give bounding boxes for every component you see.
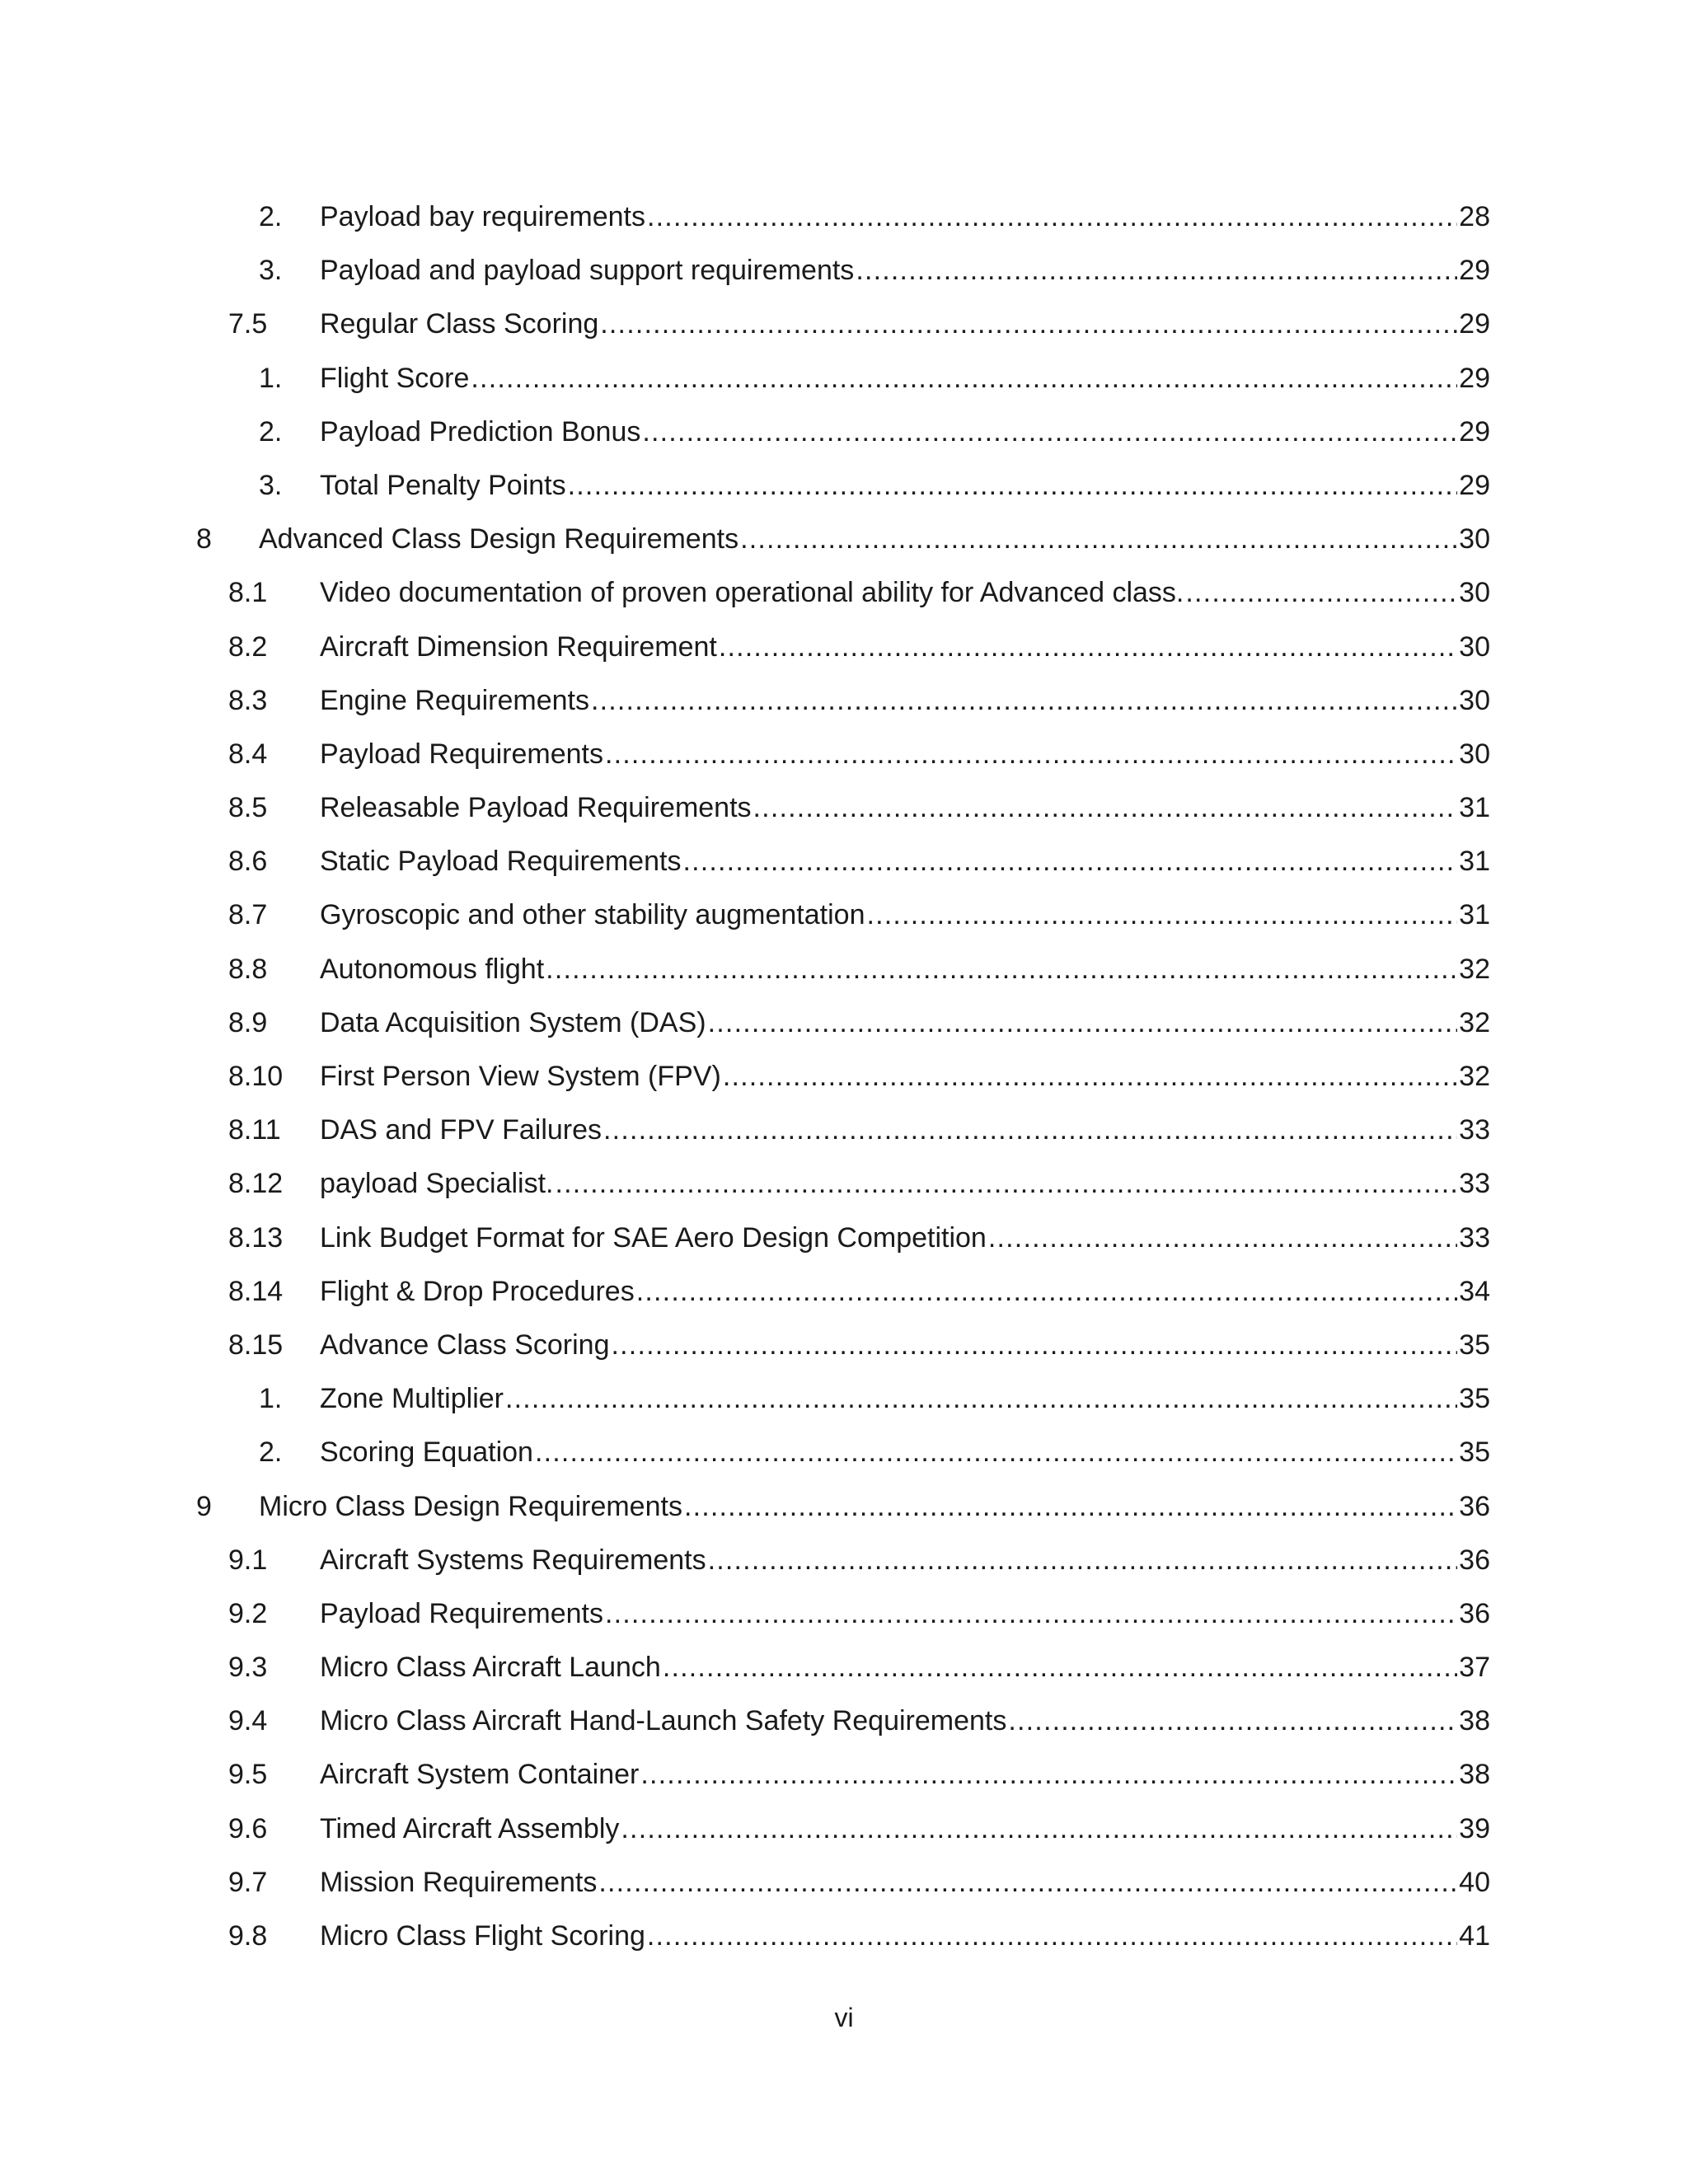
toc-entry[interactable] bbox=[0, 1754, 1688, 1807]
toc-entry-page[interactable]: 29 bbox=[1459, 415, 1490, 448]
toc-entry-page[interactable]: 38 bbox=[1459, 1759, 1490, 1791]
toc-entry-line bbox=[320, 465, 1490, 506]
toc-entry-number: 1. bbox=[259, 362, 283, 394]
toc-entry-page[interactable]: 35 bbox=[1459, 1383, 1490, 1415]
toc-entry[interactable] bbox=[0, 733, 1688, 787]
toc-entry-line bbox=[320, 841, 1490, 882]
toc-dot-leader bbox=[647, 1915, 1457, 1957]
toc-entry[interactable] bbox=[0, 518, 1688, 572]
toc-dot-leader bbox=[605, 1593, 1457, 1634]
toc-entry-page[interactable]: 31 bbox=[1459, 792, 1490, 824]
toc-entry-title[interactable]: Payload Prediction Bonus bbox=[320, 415, 641, 448]
toc-dot-leader bbox=[866, 894, 1457, 935]
toc-entry-line bbox=[320, 1271, 1490, 1312]
toc-entry-page[interactable]: 34 bbox=[1459, 1275, 1490, 1307]
toc-entry-title[interactable]: Engine Requirements bbox=[320, 684, 589, 716]
toc-entry-page[interactable]: 39 bbox=[1459, 1812, 1490, 1844]
toc-entry[interactable] bbox=[0, 787, 1688, 841]
toc-dot-leader bbox=[598, 1862, 1457, 1903]
toc-dot-leader bbox=[708, 1540, 1458, 1581]
toc-entry-title[interactable]: Payload Requirements bbox=[320, 1597, 603, 1629]
toc-entry-title[interactable]: Gyroscopic and other stability augmentation bbox=[320, 899, 865, 931]
toc-entry[interactable] bbox=[0, 358, 1688, 411]
toc-entry-line bbox=[320, 196, 1490, 237]
toc-entry-number: 9.3 bbox=[228, 1652, 268, 1684]
toc-entry-number: 8.11 bbox=[228, 1114, 281, 1146]
toc-entry-page[interactable]: 31 bbox=[1459, 846, 1490, 878]
toc-entry-number: 8.10 bbox=[228, 1061, 284, 1092]
toc-entry-title[interactable]: Video documentation of proven operational ability for Advanced class. bbox=[320, 577, 1184, 609]
toc-entry-number: 9.4 bbox=[228, 1705, 268, 1737]
toc-entry-page[interactable]: 29 bbox=[1459, 469, 1490, 501]
toc-entry-title[interactable]: Payload bay requirements bbox=[320, 201, 646, 232]
toc-entry-line bbox=[259, 1486, 1490, 1527]
toc-entry-page[interactable]: 33 bbox=[1459, 1114, 1490, 1146]
toc-entry-number: 2. bbox=[259, 201, 283, 232]
toc-entry-page[interactable]: 36 bbox=[1459, 1490, 1490, 1522]
toc-entry-line bbox=[320, 572, 1490, 613]
toc-entry[interactable] bbox=[0, 841, 1688, 894]
toc-entry[interactable] bbox=[0, 1862, 1688, 1915]
toc-entry-number: 8.1 bbox=[228, 577, 268, 609]
toc-entry-title[interactable]: Data Acquisition System (DAS) bbox=[320, 1006, 706, 1038]
toc-entry[interactable] bbox=[0, 1432, 1688, 1485]
toc-entry[interactable] bbox=[0, 626, 1688, 680]
toc-entry-line bbox=[320, 626, 1490, 668]
toc-entry-line bbox=[320, 894, 1490, 935]
toc-entry[interactable] bbox=[0, 1056, 1688, 1109]
toc-entry-number: 9.5 bbox=[228, 1759, 268, 1791]
toc-entry-line bbox=[320, 1324, 1490, 1366]
page-number: vi bbox=[834, 2003, 854, 2032]
toc-entry-page[interactable]: 32 bbox=[1459, 953, 1490, 985]
toc-dot-leader bbox=[600, 303, 1457, 344]
toc-entry[interactable] bbox=[0, 1540, 1688, 1593]
toc-dot-leader bbox=[535, 1432, 1457, 1473]
toc-entry-number: 8.2 bbox=[228, 630, 268, 663]
toc-dot-leader bbox=[719, 626, 1457, 668]
toc-entry[interactable] bbox=[0, 1002, 1688, 1056]
toc-entry-line bbox=[320, 787, 1490, 828]
toc-entry-page[interactable]: 30 bbox=[1459, 523, 1490, 555]
toc-entry-number: 8.15 bbox=[228, 1329, 284, 1361]
toc-dot-leader bbox=[856, 250, 1457, 291]
toc-entry-page[interactable]: 36 bbox=[1459, 1597, 1490, 1629]
toc-entry[interactable] bbox=[0, 894, 1688, 948]
toc-entry-number: 3. bbox=[259, 255, 283, 287]
toc-dot-leader bbox=[612, 1324, 1458, 1366]
toc-entry-page[interactable]: 41 bbox=[1459, 1920, 1490, 1952]
toc-entry-title[interactable]: Zone Multiplier bbox=[320, 1383, 504, 1415]
toc-dot-leader bbox=[663, 1647, 1457, 1688]
toc-entry-number: 1. bbox=[259, 1383, 283, 1415]
toc-dot-leader bbox=[640, 1754, 1457, 1795]
toc-entry[interactable] bbox=[0, 1163, 1688, 1216]
table-of-contents bbox=[0, 196, 1688, 1969]
toc-entry[interactable] bbox=[0, 1109, 1688, 1163]
toc-dot-leader bbox=[605, 733, 1457, 775]
toc-dot-leader bbox=[708, 1002, 1458, 1043]
toc-dot-leader bbox=[1185, 572, 1457, 613]
toc-entry-line bbox=[320, 733, 1490, 775]
toc-entry-page[interactable]: 37 bbox=[1459, 1652, 1490, 1684]
toc-entry-number: 8.7 bbox=[228, 899, 268, 931]
toc-dot-leader bbox=[988, 1217, 1457, 1258]
toc-entry-number: 8.12 bbox=[228, 1168, 284, 1200]
toc-entry-title[interactable]: Advanced Class Design Requirements bbox=[259, 523, 739, 555]
toc-entry-line bbox=[320, 411, 1490, 452]
toc-dot-leader bbox=[636, 1271, 1457, 1312]
toc-entry-line bbox=[320, 1056, 1490, 1097]
toc-entry-title[interactable]: Total Penalty Points bbox=[320, 469, 566, 501]
toc-entry-title[interactable]: First Person View System (FPV) bbox=[320, 1061, 721, 1092]
toc-entry[interactable] bbox=[0, 1915, 1688, 1969]
toc-entry-title[interactable]: Autonomous flight bbox=[320, 953, 545, 985]
toc-entry-page[interactable]: 40 bbox=[1459, 1866, 1490, 1898]
toc-entry-line bbox=[320, 1540, 1490, 1581]
toc-entry-line bbox=[320, 1002, 1490, 1043]
toc-entry-title[interactable]: Aircraft Dimension Requirement bbox=[320, 630, 717, 663]
toc-entry-title[interactable]: Mission Requirements bbox=[320, 1866, 598, 1898]
toc-entry-title[interactable]: Aircraft System Container bbox=[320, 1759, 640, 1791]
toc-entry-line bbox=[320, 1217, 1490, 1258]
toc-entry-number: 9.6 bbox=[228, 1812, 268, 1844]
toc-entry[interactable] bbox=[0, 1647, 1688, 1700]
toc-entry-title[interactable]: Flight Score bbox=[320, 362, 470, 394]
toc-entry-title[interactable]: Aircraft Systems Requirements bbox=[320, 1544, 706, 1576]
toc-entry-line bbox=[320, 1647, 1490, 1688]
toc-dot-leader bbox=[642, 411, 1457, 452]
toc-entry-line bbox=[259, 518, 1490, 560]
toc-entry-page[interactable]: 29 bbox=[1459, 362, 1490, 394]
toc-entry[interactable] bbox=[0, 1700, 1688, 1754]
toc-entry-line bbox=[320, 1862, 1490, 1903]
toc-entry[interactable] bbox=[0, 196, 1688, 250]
toc-entry[interactable] bbox=[0, 411, 1688, 465]
toc-entry-page[interactable]: 30 bbox=[1459, 630, 1490, 663]
toc-entry-title[interactable]: payload Specialist. bbox=[320, 1168, 554, 1200]
toc-entry-line bbox=[320, 1432, 1490, 1473]
toc-dot-leader bbox=[471, 358, 1457, 399]
toc-entry-line bbox=[320, 1163, 1490, 1204]
toc-dot-leader bbox=[568, 465, 1458, 506]
toc-entry[interactable] bbox=[0, 680, 1688, 733]
toc-entry[interactable] bbox=[0, 1324, 1688, 1378]
toc-entry-number: 8.5 bbox=[228, 792, 268, 824]
toc-entry-page[interactable]: 38 bbox=[1459, 1705, 1490, 1737]
toc-entry-number: 9.8 bbox=[228, 1920, 268, 1952]
toc-entry-page[interactable]: 30 bbox=[1459, 684, 1490, 716]
toc-entry-page[interactable]: 31 bbox=[1459, 899, 1490, 931]
toc-entry-line bbox=[320, 1808, 1490, 1849]
toc-entry-title[interactable]: Micro Class Aircraft Launch bbox=[320, 1652, 661, 1684]
toc-entry-title[interactable]: Timed Aircraft Assembly bbox=[320, 1812, 620, 1844]
toc-entry-line bbox=[320, 303, 1490, 344]
toc-dot-leader bbox=[603, 1109, 1457, 1151]
toc-dot-leader bbox=[647, 196, 1457, 237]
toc-entry-number: 8.6 bbox=[228, 846, 268, 878]
toc-entry-title[interactable]: Flight & Drop Procedures bbox=[320, 1275, 635, 1307]
toc-dot-leader bbox=[682, 841, 1457, 882]
toc-dot-leader bbox=[546, 949, 1457, 990]
toc-entry[interactable] bbox=[0, 465, 1688, 518]
toc-entry-number: 9.2 bbox=[228, 1597, 268, 1629]
toc-dot-leader bbox=[740, 518, 1457, 560]
toc-entry-title[interactable]: Scoring Equation bbox=[320, 1436, 533, 1469]
toc-entry[interactable] bbox=[0, 1217, 1688, 1271]
toc-entry-number: 8.13 bbox=[228, 1221, 284, 1254]
toc-entry-number: 9.1 bbox=[228, 1544, 268, 1576]
toc-entry-title[interactable]: Static Payload Requirements bbox=[320, 846, 682, 878]
toc-entry-number: 3. bbox=[259, 469, 283, 501]
toc-entry-line bbox=[320, 1754, 1490, 1795]
toc-entry-number: 9.7 bbox=[228, 1866, 268, 1898]
toc-entry-number: 8.14 bbox=[228, 1275, 284, 1307]
toc-entry-title[interactable]: Releasable Payload Requirements bbox=[320, 792, 752, 824]
toc-entry-line bbox=[320, 1915, 1490, 1957]
toc-entry-page[interactable]: 29 bbox=[1459, 255, 1490, 287]
toc-entry-line bbox=[320, 1593, 1490, 1634]
toc-entry[interactable] bbox=[0, 1808, 1688, 1862]
toc-entry-line bbox=[320, 358, 1490, 399]
toc-entry-number: 2. bbox=[259, 415, 283, 448]
toc-entry[interactable] bbox=[0, 1271, 1688, 1324]
toc-dot-leader bbox=[684, 1486, 1457, 1527]
toc-entry-title[interactable]: Link Budget Format for SAE Aero Design Competition bbox=[320, 1221, 987, 1254]
toc-entry-number: 2. bbox=[259, 1436, 283, 1469]
toc-entry-page[interactable]: 35 bbox=[1459, 1436, 1490, 1469]
toc-entry-number: 7.5 bbox=[228, 308, 268, 340]
toc-dot-leader bbox=[723, 1056, 1457, 1097]
toc-entry-line bbox=[320, 1700, 1490, 1741]
toc-entry[interactable] bbox=[0, 1593, 1688, 1647]
toc-entry-page[interactable]: 28 bbox=[1459, 201, 1490, 232]
toc-entry-title[interactable]: Micro Class Design Requirements bbox=[259, 1490, 682, 1522]
toc-entry-title[interactable]: DAS and FPV Failures bbox=[320, 1114, 603, 1146]
toc-entry-line bbox=[320, 1378, 1490, 1419]
toc-entry-page[interactable]: 36 bbox=[1459, 1544, 1490, 1576]
toc-entry-page[interactable]: 35 bbox=[1459, 1329, 1490, 1361]
toc-entry-title[interactable]: Payload and payload support requirements bbox=[320, 255, 855, 287]
toc-entry-line bbox=[320, 1109, 1490, 1151]
toc-entry-title[interactable]: Advance Class Scoring bbox=[320, 1329, 610, 1361]
toc-entry[interactable] bbox=[0, 303, 1688, 357]
toc-entry-number: 9 bbox=[196, 1490, 212, 1522]
toc-entry-title[interactable]: Micro Class Flight Scoring bbox=[320, 1920, 645, 1952]
toc-dot-leader bbox=[505, 1378, 1457, 1419]
toc-entry[interactable] bbox=[0, 949, 1688, 1002]
toc-entry[interactable] bbox=[0, 250, 1688, 303]
toc-entry[interactable] bbox=[0, 1486, 1688, 1540]
toc-dot-leader bbox=[621, 1808, 1457, 1849]
toc-dot-leader bbox=[556, 1163, 1458, 1204]
toc-entry[interactable] bbox=[0, 1378, 1688, 1432]
toc-entry-line bbox=[320, 250, 1490, 291]
toc-dot-leader bbox=[753, 787, 1458, 828]
toc-entry-page[interactable]: 32 bbox=[1459, 1061, 1490, 1092]
toc-entry-page[interactable]: 32 bbox=[1459, 1006, 1490, 1038]
toc-entry-number: 8.8 bbox=[228, 953, 268, 985]
toc-entry-title[interactable]: Regular Class Scoring bbox=[320, 308, 599, 340]
toc-entry[interactable] bbox=[0, 572, 1688, 626]
toc-entry-number: 8.9 bbox=[228, 1006, 268, 1038]
toc-entry-page[interactable]: 29 bbox=[1459, 308, 1490, 340]
toc-entry-title[interactable]: Micro Class Aircraft Hand-Launch Safety Requirements bbox=[320, 1705, 1007, 1737]
toc-dot-leader bbox=[591, 680, 1457, 721]
toc-dot-leader bbox=[1008, 1700, 1457, 1741]
toc-entry-number: 8 bbox=[196, 523, 212, 555]
toc-entry-line bbox=[320, 680, 1490, 721]
toc-entry-title[interactable]: Payload Requirements bbox=[320, 738, 603, 770]
toc-entry-line bbox=[320, 949, 1490, 990]
toc-entry-number: 8.4 bbox=[228, 738, 268, 770]
toc-entry-page[interactable]: 30 bbox=[1459, 577, 1490, 609]
toc-entry-page[interactable]: 30 bbox=[1459, 738, 1490, 770]
toc-entry-number: 8.3 bbox=[228, 684, 268, 716]
toc-entry-page[interactable]: 33 bbox=[1459, 1221, 1490, 1254]
toc-entry-page[interactable]: 33 bbox=[1459, 1168, 1490, 1200]
